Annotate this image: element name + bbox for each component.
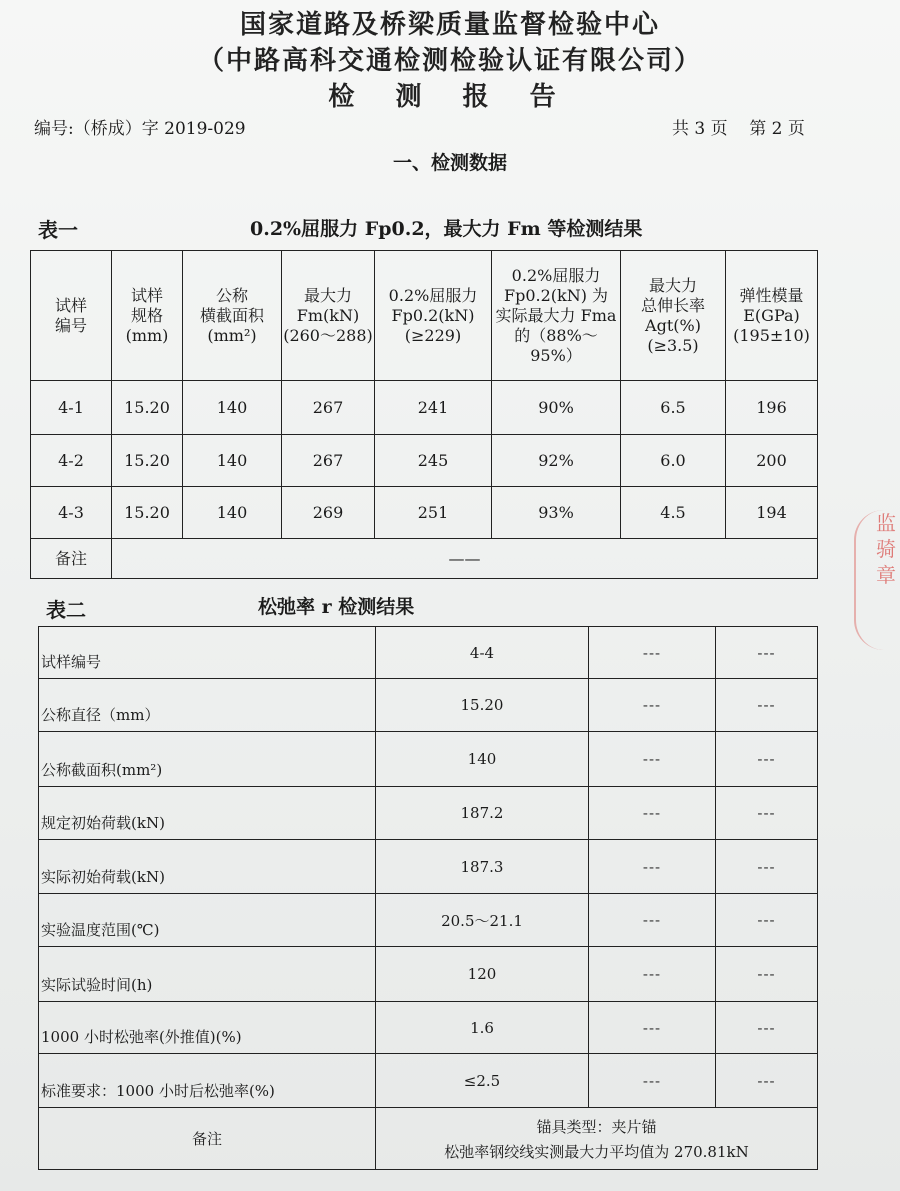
table1 — [30, 250, 818, 579]
remark-anchor-type: 锚具类型：夹片锚 — [536, 1117, 657, 1136]
cell-yield-ratio: 90% — [492, 381, 621, 435]
cell-spec: 15.20 — [112, 381, 183, 435]
header-max-force: 最大力 Fm(kN) (260～288) — [282, 251, 375, 381]
row-value: 187.3 — [376, 840, 589, 894]
table-row — [31, 435, 818, 487]
table-row — [39, 1002, 818, 1054]
header-sample-id: 试样 编号 — [31, 251, 112, 381]
remark-value — [376, 1108, 818, 1170]
empty-column-dash: --- — [589, 947, 716, 1002]
cell-yield-force: 245 — [375, 435, 492, 487]
cell-sample-id: 4-1 — [31, 381, 112, 435]
row-label: 规定初始荷载(kN) — [39, 787, 376, 840]
empty-column-dash: --- — [716, 1002, 818, 1054]
cell-yield-ratio: 92% — [492, 435, 621, 487]
empty-column-dash: --- — [716, 679, 818, 732]
row-value: 1.6 — [376, 1002, 589, 1054]
cell-modulus: 200 — [726, 435, 818, 487]
report-title-line1: 国家道路及桥梁质量监督检验中心 — [239, 10, 660, 40]
row-value: ≤2.5 — [376, 1054, 589, 1108]
table1-remark-row — [31, 539, 818, 579]
row-label: 公称直径（mm） — [39, 679, 376, 732]
table-row — [39, 627, 818, 679]
cell-max-force: 267 — [282, 435, 375, 487]
cell-elongation: 6.5 — [621, 381, 726, 435]
table-row — [31, 487, 818, 539]
row-label: 试样编号 — [39, 627, 376, 679]
header-yield-ratio: 0.2%屈服力 Fp0.2(kN) 为 实际最大力 Fma 的（88%～ 95%） — [492, 251, 621, 381]
table-row — [39, 732, 818, 787]
empty-column-dash: --- — [716, 947, 818, 1002]
cell-elongation: 4.5 — [621, 487, 726, 539]
row-value: 120 — [376, 947, 589, 1002]
table-row — [39, 787, 818, 840]
empty-column-dash: --- — [589, 1054, 716, 1108]
cell-area: 140 — [183, 435, 282, 487]
table2 — [38, 626, 818, 1170]
cell-spec: 15.20 — [112, 435, 183, 487]
table-row — [39, 894, 818, 947]
table2-title: 松弛率 r 检测结果 — [258, 596, 415, 618]
row-value: 187.2 — [376, 787, 589, 840]
header-modulus: 弹性模量 E(GPa) (195±10) — [726, 251, 818, 381]
row-label: 实际初始荷载(kN) — [39, 840, 376, 894]
table1-header-row — [31, 251, 818, 381]
table-row — [39, 1054, 818, 1108]
row-label: 公称截面积(mm²) — [39, 732, 376, 787]
empty-column-dash: --- — [589, 679, 716, 732]
empty-column-dash: --- — [589, 894, 716, 947]
empty-column-dash: --- — [589, 627, 716, 679]
row-label: 实验温度范围(℃) — [39, 894, 376, 947]
row-value: 20.5～21.1 — [376, 894, 589, 947]
table2-remark-row — [39, 1108, 818, 1170]
empty-column-dash: --- — [589, 1002, 716, 1054]
table-row — [39, 840, 818, 894]
header-spec: 试样 规格 (mm) — [112, 251, 183, 381]
report-title-line3: 检 测 报 告 — [328, 82, 572, 112]
cell-modulus: 194 — [726, 487, 818, 539]
table1-title: 0.2%屈服力 Fp0.2，最大力 Fm 等检测结果 — [250, 218, 643, 240]
empty-column-dash: --- — [716, 787, 818, 840]
row-label: 标准要求：1000 小时后松弛率(%) — [39, 1054, 376, 1108]
empty-column-dash: --- — [716, 894, 818, 947]
cell-yield-force: 241 — [375, 381, 492, 435]
cell-yield-force: 251 — [375, 487, 492, 539]
row-value: 140 — [376, 732, 589, 787]
row-label: 实际试验时间(h) — [39, 947, 376, 1002]
table-row — [39, 947, 818, 1002]
empty-column-dash: --- — [716, 1054, 818, 1108]
cell-sample-id: 4-2 — [31, 435, 112, 487]
cell-max-force: 267 — [282, 381, 375, 435]
header-elongation: 最大力 总伸长率 Agt(%) (≥3.5) — [621, 251, 726, 381]
table2-label: 表二 — [46, 598, 86, 622]
report-number: 编号:（桥成）字 2019-029 — [34, 119, 246, 139]
seal-stamp-edge: 监 骑 章 — [854, 510, 900, 650]
row-label: 1000 小时松弛率(外推值)(%) — [39, 1002, 376, 1054]
remark-label: 备注 — [31, 539, 112, 579]
table1-label: 表一 — [38, 218, 78, 242]
empty-column-dash: --- — [716, 627, 818, 679]
row-value: 15.20 — [376, 679, 589, 732]
header-yield-force: 0.2%屈服力 Fp0.2(kN) (≥229) — [375, 251, 492, 381]
header-area: 公称 横截面积 (mm²) — [183, 251, 282, 381]
cell-sample-id: 4-3 — [31, 487, 112, 539]
table-row — [39, 679, 818, 732]
cell-modulus: 196 — [726, 381, 818, 435]
cell-yield-ratio: 93% — [492, 487, 621, 539]
cell-max-force: 269 — [282, 487, 375, 539]
cell-area: 140 — [183, 487, 282, 539]
row-value: 4-4 — [376, 627, 589, 679]
remark-value: —— — [112, 539, 818, 579]
empty-column-dash: --- — [589, 732, 716, 787]
remark-max-force-avg: 松弛率钢绞线实测最大力平均值为 270.81kN — [444, 1142, 749, 1161]
page-counter: 共 3 页 第 2 页 — [672, 119, 805, 139]
remark-label: 备注 — [39, 1108, 376, 1170]
section-title: 一、检测数据 — [392, 152, 507, 174]
empty-column-dash: --- — [589, 840, 716, 894]
cell-spec: 15.20 — [112, 487, 183, 539]
empty-column-dash: --- — [589, 787, 716, 840]
cell-elongation: 6.0 — [621, 435, 726, 487]
report-title-line2: （中路高科交通检测检验认证有限公司） — [197, 46, 702, 76]
empty-column-dash: --- — [716, 840, 818, 894]
table-row — [31, 381, 818, 435]
cell-area: 140 — [183, 381, 282, 435]
empty-column-dash: --- — [716, 732, 818, 787]
